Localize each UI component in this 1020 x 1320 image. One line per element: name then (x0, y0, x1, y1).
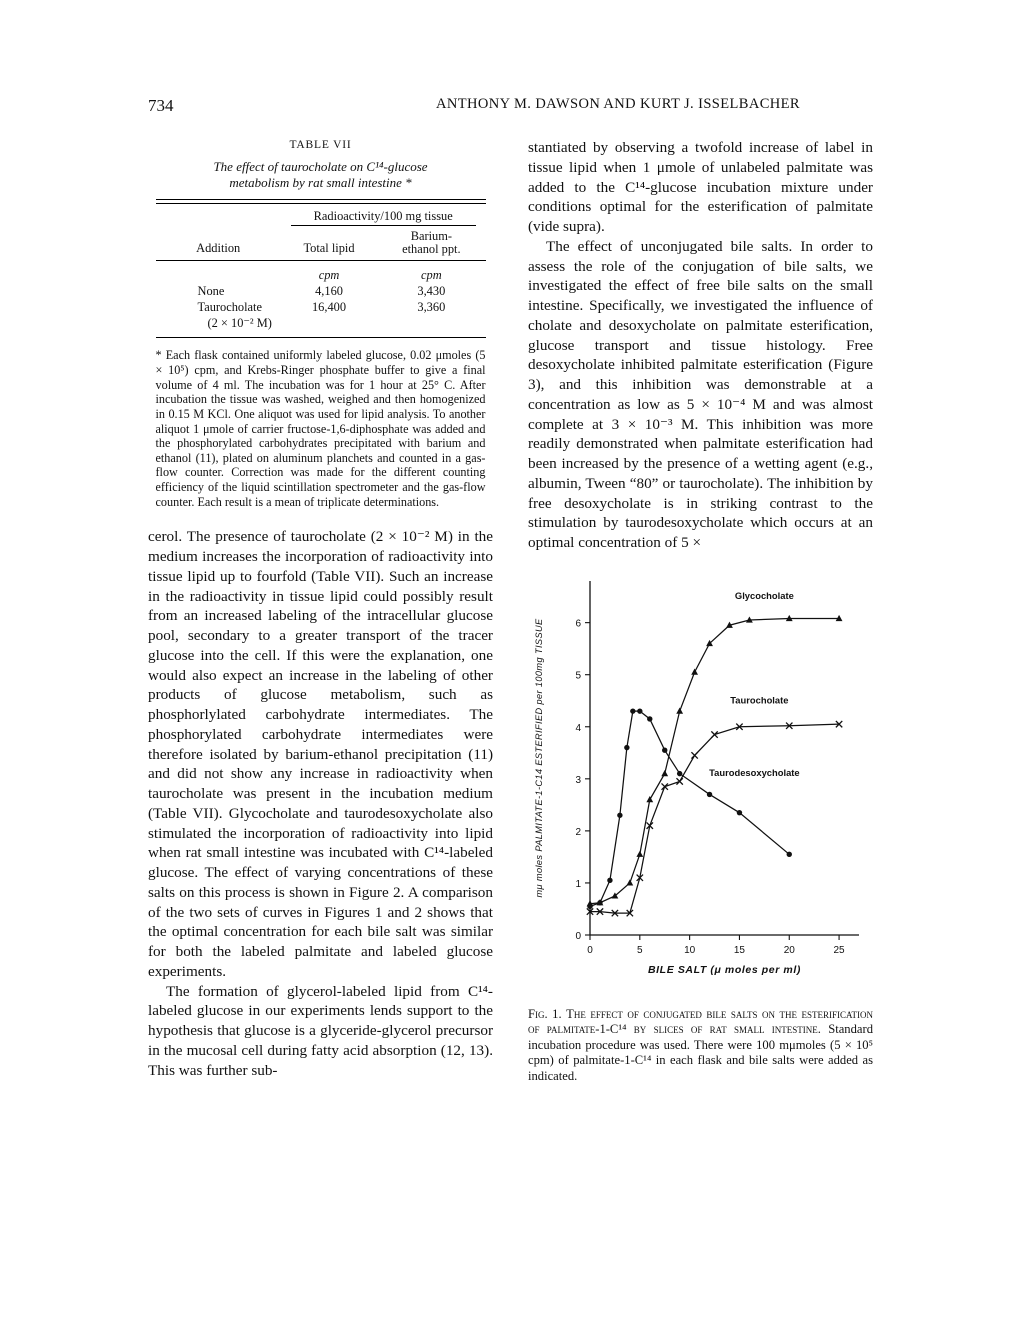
table-col-total-lipid: Total lipid (303, 240, 355, 255)
left-paragraph-1: cerol. The presence of taurocholate (2 × 10⁻² M) in the medium increases the incorporation of radioactivity into tissue lipid up to fourfold (Table VII). Such an increase in the radioactivity in tissue lipid could possibly result from an increased labeling of the intracellular glucose pool, secondary to a greater transport of the tracer glucose into the cell. If this were the explanation, one would also expect an increase in the labeling of other products of glucose metabolism, such as phosphorlylated carbohydrate intermediates. The phosphorylated carbohydrate intermediates were therefore isolated by barium-ethanol precipitation (11) and did not show any increase in radioactivity when taurocholate was present in the incubation medium (Table VII). Glycocholate and taurodesoxycholate also stimulated the incorporation of radioactivity into lipid when rat small intestine was incubated with C¹⁴-labeled glucose. The effect of varying concentrations of these salts on this process is shown in Figure 2. A comparison of the two sets of curves in Figures 1 and 2 shows that the optimal concentration for each bile salt was similar for both the labeled palmitate and labeled glucose experiments. (148, 528, 493, 980)
svg-text:BILE SALT (μ moles per ml): BILE SALT (μ moles per ml) (647, 963, 802, 976)
svg-text:0: 0 (575, 930, 581, 942)
table-units-barium: cpm (421, 267, 442, 282)
table-bottom-rule (156, 337, 486, 338)
svg-text:15: 15 (733, 944, 746, 956)
table-label: TABLE VII (289, 139, 352, 151)
right-column (528, 138, 873, 1085)
figure-caption-smallcaps: The effect of conjugated bile salts on the esterification of palmitate-1-C¹⁴ by slices of rat small intestine. (528, 1006, 874, 1037)
svg-text:20: 20 (783, 944, 795, 956)
svg-text:3: 3 (575, 774, 581, 786)
figure-caption-rest: Standard incubation procedure was used. There were 100 mμmoles (5 × 10⁵ cpm) of palmitate-1-C¹⁴ in each flask and bile salts were added as indicated. (528, 1022, 873, 1083)
table-footnote: * Each flask contained uniformly labeled glucose, 0.02 μmoles (5 × 10⁵) cpm, and Krebs-Ringer phosphate buffer to give a final volume of 4 ml. The incubation was for 1 hour at 25° C. After incubation the tissue was washed, weighed and then homogenized in 0.15 M KCl. One aliquot was used for lipid analysis. To another aliquot 1 μmole of carrier fructose-1,6-diphosphate was added and the phosphorylated carbohydrates precipitated with barium and ethanol (11), plated on aluminum planchets and counted in a gas-flow counter. Correction was made for the different counting efficiency of the liquid scintillation spectrometer and the gas-flow counter. Each result is a mean of triplicate determinations. (155, 348, 486, 509)
table-col-barium-line2: ethanol ppt. (402, 241, 461, 256)
table-row (156, 315, 486, 331)
table-units-row (156, 261, 486, 283)
left-column (148, 138, 493, 1080)
table-cell-total-lipid (281, 315, 377, 331)
svg-text:4: 4 (575, 722, 581, 734)
svg-text:Glycocholate: Glycocholate (734, 589, 794, 601)
svg-text:Taurodesoxycholate: Taurodesoxycholate (709, 766, 800, 778)
table-vii (148, 138, 493, 509)
svg-text:5: 5 (575, 670, 581, 682)
table-cell-barium: 3,430 (417, 283, 446, 298)
svg-text:2: 2 (575, 826, 581, 838)
table-vii-grid (156, 204, 486, 332)
table-row (156, 299, 486, 315)
table-cell-barium (377, 315, 485, 331)
figure-1-caption (528, 1007, 873, 1085)
table-caption (148, 159, 493, 191)
svg-text:0: 0 (587, 944, 593, 956)
figure-1 (528, 563, 873, 1085)
table-spanner-label: Radioactivity/100 mg tissue (291, 208, 476, 226)
svg-text:6: 6 (575, 618, 581, 630)
running-head-title: ANTHONY M. DAWSON AND KURT J. ISSELBACHER (436, 96, 800, 112)
figure-1-chart (528, 563, 873, 993)
table-cell-addition: Taurocholate (197, 300, 262, 315)
table-spanner-row (156, 204, 486, 226)
table-row (156, 283, 486, 299)
table-cell-barium: 3,360 (417, 300, 446, 315)
svg-text:5: 5 (637, 944, 643, 956)
svg-text:1: 1 (575, 878, 581, 890)
svg-text:Taurocholate: Taurocholate (730, 694, 789, 706)
table-cell-addition: None (197, 283, 225, 298)
table-col-addition: Addition (196, 240, 241, 255)
right-paragraph-2: The effect of unconjugated bile salts. In order to assess the role of the conjugation of bile salts, we investigated the effect of free bile salts on the small intestine. Specifically, we investigated the influence of cholate and desoxycholate on palmitate esterification, glucose transport and tissue histology. Free desoxycholate inhibited palmitate esterification (Figure 3), and this inhibition was demonstrable at a concentration as low as 5 × 10⁻⁴ M and was almost complete at 3 × 10⁻³ M. This inhibition was more readily demonstrated when palmitate esterification had been increased by the presence of a wetting agent (e.g., albumin, Tween “80” or taurocholate). The inhibition by free desoxycholate is in striking contrast to the stimulation by taurodesoxycholate which occurs at an optimal concentration of 5 × (528, 237, 873, 551)
table-spanner-cell (281, 204, 486, 226)
table-caption-line2: metabolism by rat small intestine * (229, 174, 412, 190)
svg-text:10: 10 (684, 944, 696, 956)
table-units-total: cpm (318, 267, 340, 282)
svg-text:25: 25 (833, 944, 845, 956)
table-cell-addition: (2 × 10⁻² M) (207, 316, 272, 331)
table-caption-line1: The effect of taurocholate on C¹⁴-glucose (213, 158, 428, 174)
table-cell-total-lipid: 16,400 (311, 300, 347, 315)
svg-text:mμ moles PALMITATE-1-C14 ESTER: mμ moles PALMITATE-1-C14 ESTERIFIED per 100mg TISSUE (534, 618, 544, 898)
figure-caption-lead: Fig. 1. (528, 1006, 562, 1021)
left-paragraph-2: The formation of glycerol-labeled lipid from C¹⁴-labeled glucose in our experiments lends support to the hypothesis that glucose is a glyceride-glycerol precursor in the mucosal cell during fatty acid absorption (12, 13). This was further sub- (148, 982, 493, 1079)
right-paragraph-1: stantiated by observing a twofold increase of label in tissue lipid when 1 μmole of unlabeled palmitate was added to the C¹⁴-glucose incubation mixture under conditions optimal for the esterification of palmitate (vide supra). (528, 139, 873, 235)
table-col-barium-line1: Barium- (410, 228, 452, 243)
table-col-barium (377, 226, 485, 256)
page-folio: 734 (148, 96, 174, 115)
table-cell-total-lipid: 4,160 (315, 283, 343, 298)
table-header-row (156, 226, 486, 256)
